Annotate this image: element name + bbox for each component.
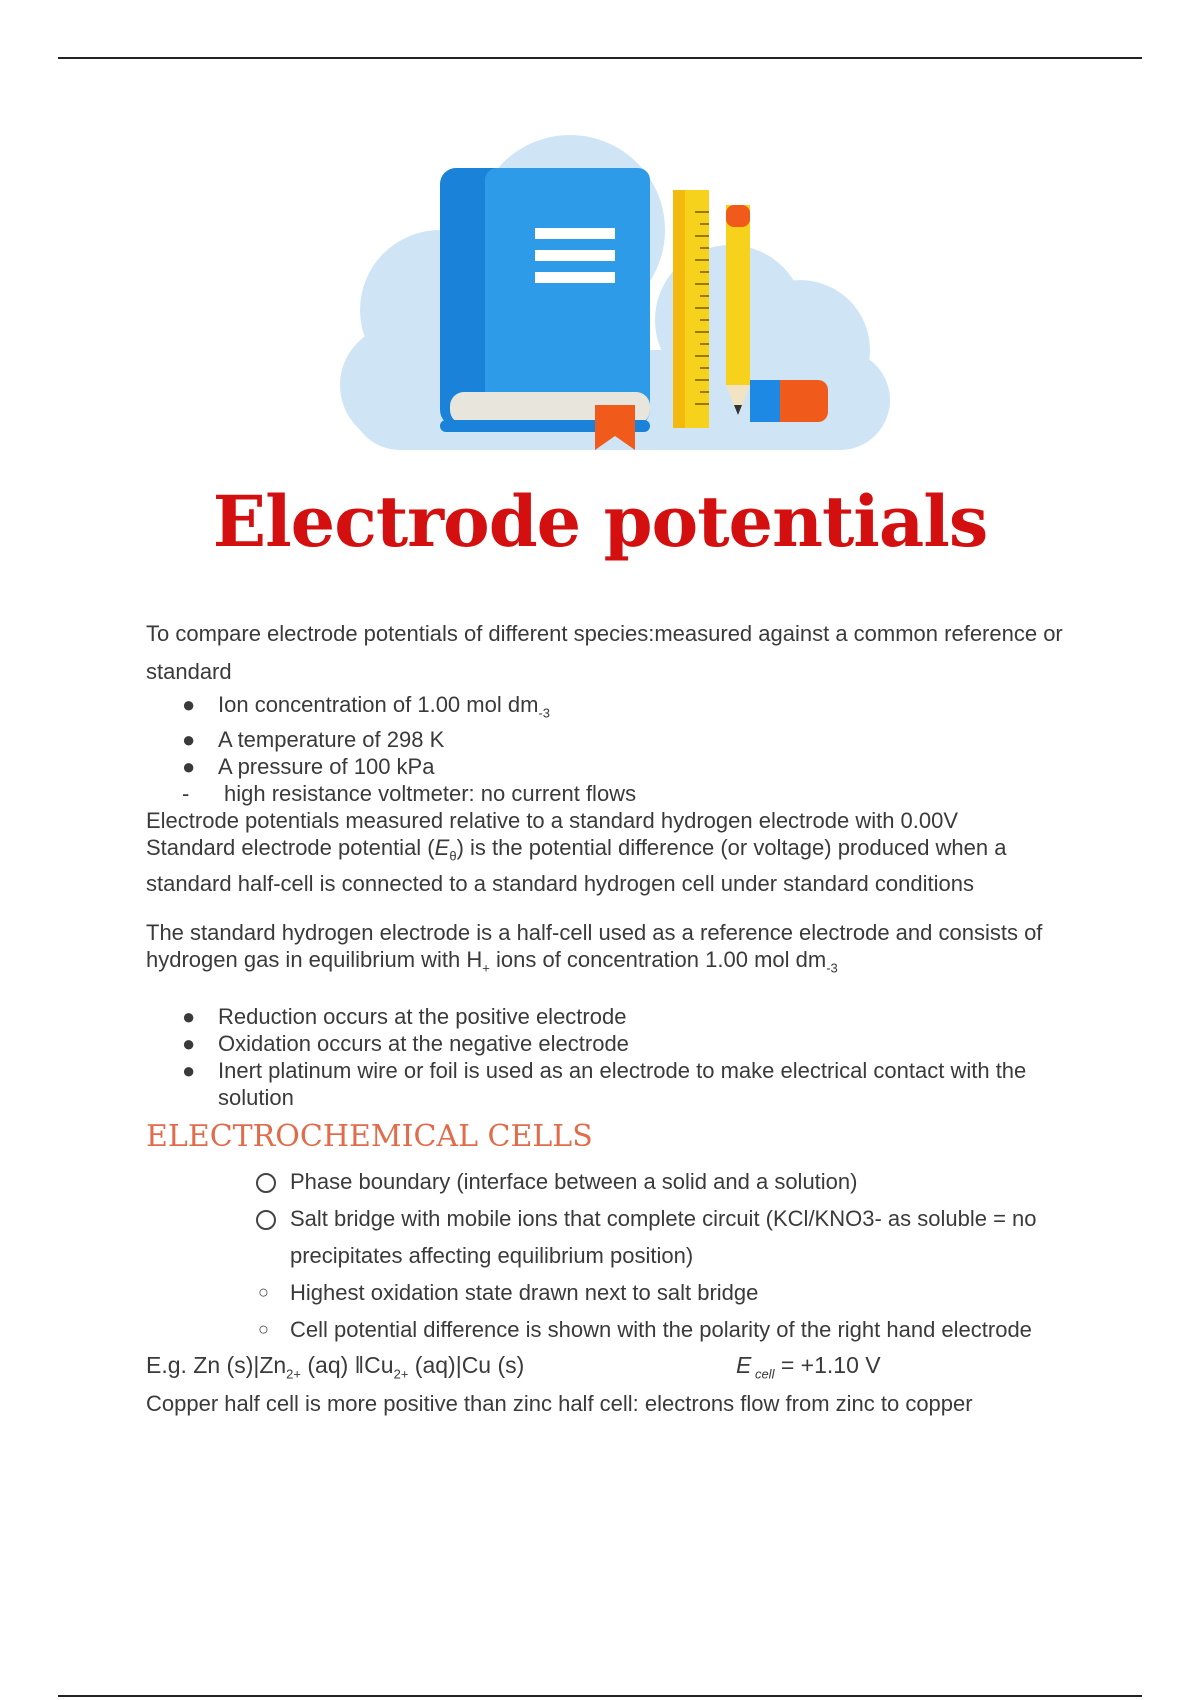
top-rule: [58, 57, 1142, 59]
hydrogen-electrode-paragraph: The standard hydrogen electrode is a half-cell used as a reference electrode and consists of hydrogen gas in equilibrium with $H_+$ ions of concentration 1.00 mol $dm_{-3}$: [146, 919, 1043, 976]
list-item: ● Oxidation occurs at the negative electrode: [182, 1031, 629, 1057]
list-item: Salt bridge with mobile ions that complete circuit (KCl/KNO3- as soluble = no precipitates affecting equilibrium position): [146, 1200, 1086, 1274]
cell-points-list: [146, 1163, 1086, 1348]
standard-electrode-potential-definition: Standard electrode potential $(E_\theta)$ is the potential difference (or voltage) produced when a standard half-cell is connected to a standard hydrogen cell under standard conditions: [146, 835, 1007, 896]
document-body: [146, 615, 1086, 1417]
book-ruler-pencil-eraser-cloud-icon: [330, 120, 910, 460]
bottom-rule: [58, 1695, 1142, 1697]
list-item: ● A temperature of 298 K: [182, 727, 445, 753]
intro-paragraph: To compare electrode potentials of different species:measured against a common reference or standard: [146, 621, 1063, 684]
cell-notation-example: E.g. Zn $(s)|Zn_{2+}$ (aq) $‖Cu_{2+}$ (aq)|Cu (s) E $_{cell}$ = +1.10 V: [146, 1350, 1086, 1390]
list-item: ● Ion concentration of 1.00 mol $dm_{-3}$: [182, 692, 550, 721]
list-item: ● Inert platinum wire or foil is used as an electrode to make electrical contact with the solution: [182, 1058, 1027, 1111]
page-title: Electrode potentials: [212, 480, 988, 563]
conditions-list: [146, 691, 1086, 780]
electrode-points-list: [146, 1003, 1086, 1111]
list-item: ○ Highest oxidation state drawn next to salt bridge: [258, 1280, 759, 1306]
conclusion-line: Copper half cell is more positive than zinc half cell: electrons flow from zinc to copper: [146, 1390, 973, 1416]
dash-list-item: - high resistance voltmeter: no current flows: [182, 781, 637, 807]
list-item: ● Reduction occurs at the positive electrode: [182, 1004, 627, 1030]
section-heading: ELECTROCHEMICAL CELLS: [146, 1119, 593, 1155]
list-item: ● A pressure of 100 kPa: [182, 754, 435, 780]
list-item: ○ Cell potential difference is shown with the polarity of the right hand electrode: [258, 1317, 1032, 1343]
list-item: Phase boundary (interface between a solid and a solution): [146, 1163, 1086, 1200]
relative-line: Electrode potentials measured relative to a standard hydrogen electrode with 0.00V: [146, 808, 959, 834]
cell-potential-value: E $_{cell}$ = +1.10 V: [736, 1352, 881, 1382]
